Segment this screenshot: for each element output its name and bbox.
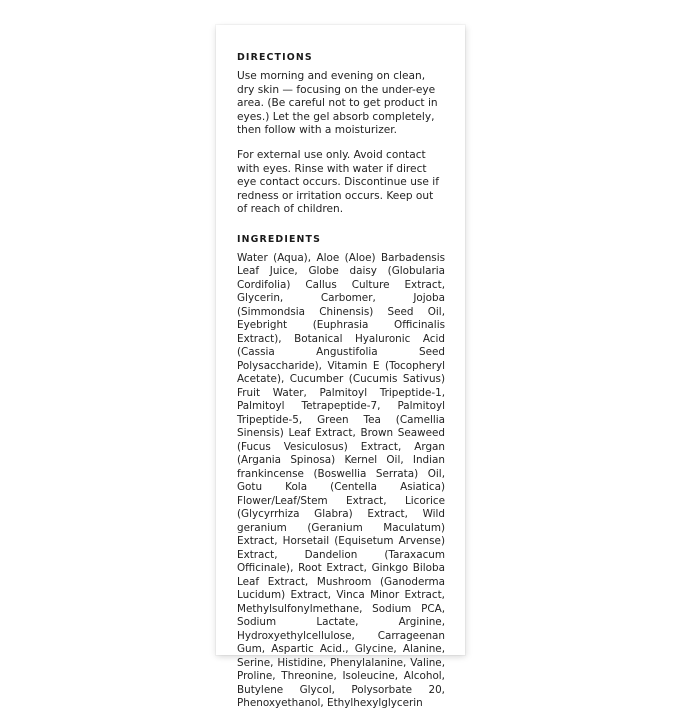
label-content bbox=[237, 52, 445, 711]
section-spacer bbox=[237, 217, 445, 234]
ingredients-list: Water (Aqua), Aloe (Aloe) Barbadensis Leaf Juice, Globe daisy (Globularia Cordifolia) Callus Culture Extract, Glycerin, Carbomer, Jojoba (Simmondsia Chinensis) Seed Oil, Eyebright (Euphrasia Officinalis Extract), Botanical Hyaluronic Acid (Cassia Angustifolia Seed Polysaccharide), Vitamin E (Tocopheryl Acetate), Cucumber (Cucumis Sativus) Fruit Water, Palmitoyl Tripeptide-1, Palmitoyl Tetrapeptide-7, Palmitoyl Tripeptide-5, Green Tea (Camellia Sinensis) Leaf Extract, Brown Seaweed (Fucus Vesiculosus) Extract, Argan (Argania Spinosa) Kernel Oil, Indian frankincense (Boswellia Serrata) Oil, Gotu Kola (Centella Asiatica) Flower/Leaf/Stem Extract, Licorice (Glycyrrhiza Glabra) Extract, Wild geranium (Geranium Maculatum) Extract, Horsetail (Equisetum Arvense) Extract, Dandelion (Taraxacum Officinale), Root Extract, Ginkgo Biloba Leaf Extract, Mushroom (Ganoderma Lucidum) Extract, Vinca Minor Extract, Methylsulfonylmethane, Sodium PCA, Sodium Lactate, Arginine, Hydroxyethylcellulose, Carrageenan Gum, Aspartic Acid., Glycine, Alanine, Serine, Histidine, Phenylalanine, Valine, Proline, Threonine, Isoleucine, Alcohol, Butylene Glycol, Polysorbate 20, Phenoxyethanol, Ethylhexylglycerin bbox=[237, 251, 445, 710]
product-label-panel bbox=[216, 25, 465, 710]
ingredients-section bbox=[237, 234, 445, 711]
directions-paragraph-2: For external use only. Avoid contact with eyes. Rinse with water if direct eye contact occurs. Discontinue use if redness or irritation occurs. Keep out of reach of children. bbox=[237, 148, 439, 216]
directions-section bbox=[237, 52, 445, 217]
directions-paragraph-1: Use morning and evening on clean, dry skin — focusing on the under-eye area. (Be careful not to get product in eyes.) Let the gel absorb completely, then follow with a moisturizer. bbox=[237, 70, 438, 137]
ingredients-heading: INGREDIENTS bbox=[237, 233, 321, 245]
paragraph-spacer bbox=[237, 138, 445, 149]
directions-heading: DIRECTIONS bbox=[237, 52, 313, 63]
